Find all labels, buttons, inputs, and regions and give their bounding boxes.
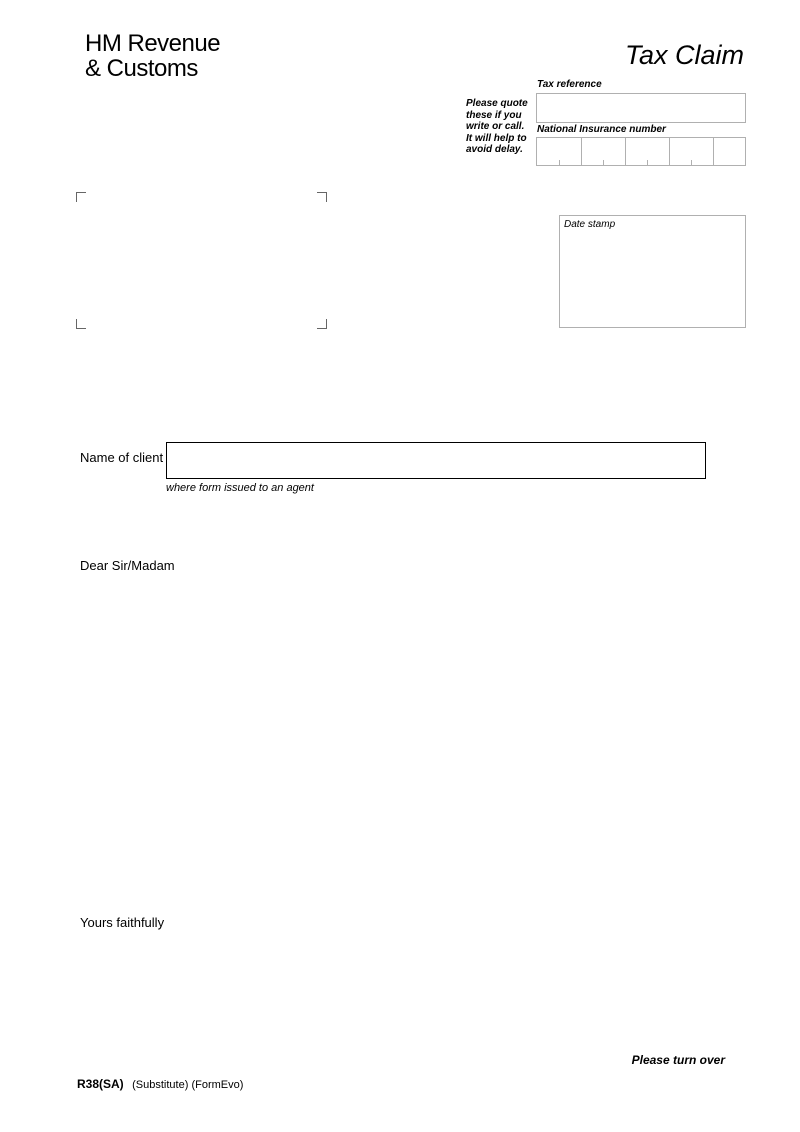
- date-stamp-label: Date stamp: [564, 219, 616, 230]
- salutation: Dear Sir/Madam: [80, 558, 175, 573]
- nino-field[interactable]: [536, 137, 746, 166]
- corner-mark-top-right: [317, 192, 327, 202]
- page-title: Tax Claim: [624, 40, 744, 70]
- quote-note-line: write or call.: [466, 121, 525, 133]
- nino-tick: [691, 160, 692, 165]
- form-code-line: [77, 1075, 243, 1093]
- quote-note-line: avoid delay.: [466, 144, 523, 156]
- closing: Yours faithfully: [80, 915, 165, 930]
- nino-tick: [603, 160, 604, 165]
- client-name-hint: where form issued to an agent: [166, 482, 314, 494]
- corner-mark-bottom-right: [317, 319, 327, 329]
- date-stamp-box: [559, 215, 746, 328]
- nino-tick: [559, 160, 560, 165]
- corner-mark-bottom-left: [76, 319, 86, 329]
- nino-tick: [647, 160, 648, 165]
- logo-line-1: HM Revenue: [85, 30, 221, 57]
- logo-line-2: & Customs: [85, 55, 198, 82]
- address-window: [76, 192, 327, 329]
- corner-mark-top-left: [76, 192, 86, 202]
- quote-note-line: these if you: [466, 109, 522, 121]
- tax-reference-field[interactable]: [536, 93, 746, 123]
- client-name-field[interactable]: [166, 442, 706, 479]
- quote-note: [466, 98, 536, 156]
- quote-note-line: Please quote: [466, 98, 528, 109]
- tax-reference-label: Tax reference: [537, 79, 602, 90]
- form-code: R38(SA): [77, 1077, 124, 1091]
- client-name-label: Name of client: [80, 450, 164, 465]
- please-turn-over: Please turn over: [631, 1053, 725, 1067]
- hmrc-logo: [85, 31, 220, 81]
- form-code-suffix: (Substitute) (FormEvo): [132, 1079, 244, 1091]
- quote-note-line: It will help to: [466, 132, 527, 144]
- nino-label: National Insurance number: [537, 124, 666, 135]
